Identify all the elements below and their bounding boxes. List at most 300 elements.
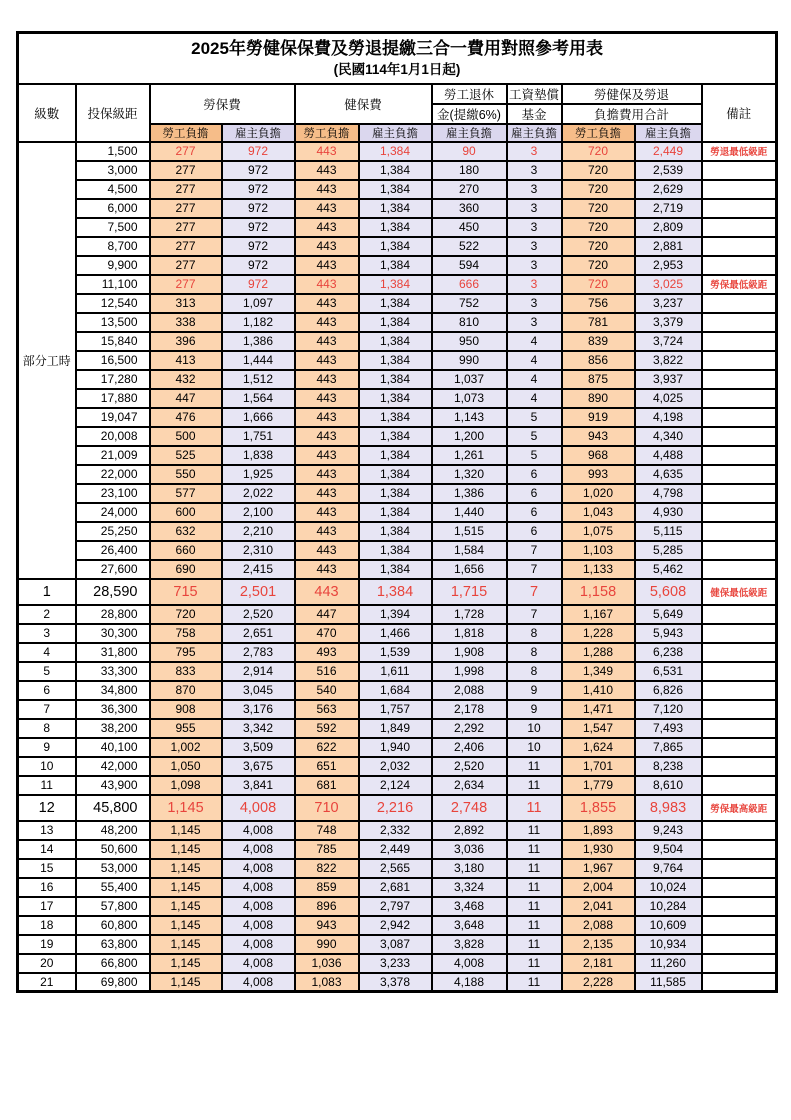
cell-bracket: 16,500 [76,351,150,370]
cell-health-employer: 1,849 [359,719,432,738]
cell-level: 2 [18,605,76,624]
cell-labor-employer: 4,008 [222,821,295,840]
cell-labor-employer: 3,045 [222,681,295,700]
cell-note [702,541,777,560]
cell-health-employer: 1,384 [359,218,432,237]
cell-bracket: 12,540 [76,294,150,313]
cell-pension-employer: 1,818 [432,624,507,643]
cell-level: 3 [18,624,76,643]
cell-total-employee: 1,547 [562,719,635,738]
cell-pension-employer: 180 [432,161,507,180]
cell-total-employer: 9,764 [635,859,702,878]
cell-labor-employee: 277 [150,275,222,294]
cell-bracket: 8,700 [76,237,150,256]
cell-wagefund-employer: 11 [507,878,562,897]
col-header-pension-line2: 金(提繳6%) [432,104,507,124]
cell-labor-employee: 277 [150,180,222,199]
cell-wagefund-employer: 11 [507,821,562,840]
cell-health-employee: 443 [295,218,359,237]
cell-labor-employer: 972 [222,256,295,275]
cell-health-employee: 443 [295,541,359,560]
cell-health-employer: 1,384 [359,446,432,465]
cell-pension-employer: 2,088 [432,681,507,700]
table-row [18,142,777,161]
cell-wagefund-employer: 8 [507,662,562,681]
cell-bracket: 24,000 [76,503,150,522]
cell-labor-employee: 476 [150,408,222,427]
cell-labor-employee: 1,098 [150,776,222,795]
cell-labor-employee: 720 [150,605,222,624]
cell-total-employer: 5,115 [635,522,702,541]
cell-labor-employee: 447 [150,389,222,408]
cell-total-employee: 720 [562,180,635,199]
cell-labor-employer: 972 [222,199,295,218]
cell-pension-employer: 1,200 [432,427,507,446]
cell-wagefund-employer: 8 [507,624,562,643]
cell-health-employer: 2,449 [359,840,432,859]
cell-total-employer: 2,629 [635,180,702,199]
cell-labor-employee: 758 [150,624,222,643]
cell-total-employer: 4,340 [635,427,702,446]
cell-note [702,427,777,446]
cell-total-employee: 1,133 [562,560,635,579]
cell-note [702,605,777,624]
cell-health-employer: 2,032 [359,757,432,776]
cell-level: 10 [18,757,76,776]
cell-level: 7 [18,700,76,719]
cell-bracket: 1,500 [76,142,150,161]
cell-pension-employer: 2,178 [432,700,507,719]
cell-health-employer: 1,384 [359,503,432,522]
cell-total-employer: 3,379 [635,313,702,332]
cell-total-employee: 2,228 [562,973,635,992]
cell-labor-employer: 4,008 [222,840,295,859]
table-row [18,370,777,389]
cell-note [702,935,777,954]
cell-health-employer: 1,384 [359,579,432,605]
cell-wagefund-employer: 11 [507,757,562,776]
cell-bracket: 23,100 [76,484,150,503]
cell-total-employer: 8,238 [635,757,702,776]
cell-bracket: 66,800 [76,954,150,973]
header-row-1 [18,84,777,104]
cell-labor-employee: 577 [150,484,222,503]
cell-total-employee: 875 [562,370,635,389]
cell-pension-employer: 450 [432,218,507,237]
cell-total-employee: 1,349 [562,662,635,681]
cell-health-employee: 443 [295,199,359,218]
cell-wagefund-employer: 5 [507,446,562,465]
cell-note [702,719,777,738]
cell-bracket: 36,300 [76,700,150,719]
cell-labor-employee: 955 [150,719,222,738]
cell-health-employer: 2,332 [359,821,432,840]
cell-health-employer: 2,681 [359,878,432,897]
cell-bracket: 13,500 [76,313,150,332]
cell-labor-employer: 972 [222,142,295,161]
cell-total-employer: 2,449 [635,142,702,161]
cell-wagefund-employer: 7 [507,605,562,624]
cell-bracket: 7,500 [76,218,150,237]
cell-bracket: 34,800 [76,681,150,700]
cell-wagefund-employer: 4 [507,351,562,370]
cell-total-employee: 1,158 [562,579,635,605]
cell-labor-employer: 1,182 [222,313,295,332]
cell-total-employee: 1,167 [562,605,635,624]
cell-health-employer: 2,124 [359,776,432,795]
cell-pension-employer: 90 [432,142,507,161]
cell-total-employee: 1,043 [562,503,635,522]
cell-total-employer: 6,531 [635,662,702,681]
cell-labor-employer: 972 [222,275,295,294]
cell-health-employer: 1,384 [359,237,432,256]
cell-labor-employee: 1,145 [150,973,222,992]
subheader-pension-employer: 雇主負擔 [432,124,507,142]
cell-note [702,199,777,218]
cell-health-employer: 1,384 [359,294,432,313]
cell-health-employer: 1,384 [359,389,432,408]
cell-note: 健保最低級距 [702,579,777,605]
table-row [18,389,777,408]
cell-note [702,700,777,719]
cell-health-employee: 443 [295,275,359,294]
cell-labor-employer: 2,651 [222,624,295,643]
cell-total-employee: 1,930 [562,840,635,859]
col-header-bracket: 投保級距 [76,84,150,142]
cell-bracket: 33,300 [76,662,150,681]
table-row [18,560,777,579]
cell-bracket: 15,840 [76,332,150,351]
cell-bracket: 53,000 [76,859,150,878]
cell-labor-employee: 1,145 [150,795,222,821]
cell-total-employer: 5,943 [635,624,702,643]
cell-note [702,821,777,840]
cell-labor-employer: 3,342 [222,719,295,738]
cell-health-employee: 443 [295,484,359,503]
cell-pension-employer: 666 [432,275,507,294]
cell-note [702,389,777,408]
cell-health-employer: 1,384 [359,465,432,484]
table-row [18,738,777,757]
cell-pension-employer: 3,828 [432,935,507,954]
cell-wagefund-employer: 10 [507,738,562,757]
cell-health-employee: 748 [295,821,359,840]
cell-total-employer: 11,585 [635,973,702,992]
cell-total-employer: 4,798 [635,484,702,503]
cell-pension-employer: 270 [432,180,507,199]
cell-bracket: 48,200 [76,821,150,840]
table-row [18,218,777,237]
cell-note [702,973,777,992]
cell-pension-employer: 360 [432,199,507,218]
cell-total-employee: 856 [562,351,635,370]
cell-pension-employer: 2,634 [432,776,507,795]
cell-labor-employer: 2,783 [222,643,295,662]
table-row [18,795,777,821]
cell-health-employer: 1,384 [359,142,432,161]
cell-health-employee: 443 [295,351,359,370]
cell-wagefund-employer: 3 [507,199,562,218]
table-row [18,503,777,522]
cell-wagefund-employer: 5 [507,408,562,427]
cell-level: 21 [18,973,76,992]
cell-total-employee: 1,967 [562,859,635,878]
cell-health-employee: 443 [295,579,359,605]
cell-bracket: 4,500 [76,180,150,199]
cell-level: 11 [18,776,76,795]
cell-total-employer: 9,504 [635,840,702,859]
subheader-health-employer: 雇主負擔 [359,124,432,142]
cell-wagefund-employer: 11 [507,954,562,973]
cell-total-employee: 720 [562,275,635,294]
cell-level: 18 [18,916,76,935]
cell-total-employer: 5,649 [635,605,702,624]
cell-health-employee: 443 [295,427,359,446]
cell-labor-employee: 500 [150,427,222,446]
col-header-labor-insurance: 勞保費 [150,84,295,124]
table-row [18,484,777,503]
table-row [18,579,777,605]
cell-health-employer: 1,684 [359,681,432,700]
cell-wagefund-employer: 11 [507,840,562,859]
cell-labor-employee: 277 [150,237,222,256]
cell-pension-employer: 1,515 [432,522,507,541]
cell-wagefund-employer: 3 [507,275,562,294]
table-body [18,142,777,992]
cell-level: 13 [18,821,76,840]
table-row [18,237,777,256]
cell-total-employee: 720 [562,199,635,218]
cell-labor-employer: 3,841 [222,776,295,795]
cell-total-employer: 5,608 [635,579,702,605]
cell-bracket: 43,900 [76,776,150,795]
cell-pension-employer: 3,036 [432,840,507,859]
table-row [18,180,777,199]
cell-labor-employee: 1,145 [150,897,222,916]
cell-pension-employer: 752 [432,294,507,313]
cell-total-employee: 943 [562,427,635,446]
cell-health-employee: 443 [295,142,359,161]
cell-wagefund-employer: 3 [507,180,562,199]
cell-level: 20 [18,954,76,973]
cell-health-employer: 1,384 [359,332,432,351]
cell-labor-employer: 1,925 [222,465,295,484]
cell-labor-employer: 972 [222,161,295,180]
cell-health-employer: 1,384 [359,427,432,446]
table-row [18,351,777,370]
cell-labor-employee: 690 [150,560,222,579]
cell-total-employer: 11,260 [635,954,702,973]
table-row [18,427,777,446]
cell-labor-employee: 795 [150,643,222,662]
cell-total-employer: 6,238 [635,643,702,662]
cell-pension-employer: 1,728 [432,605,507,624]
cell-labor-employer: 1,838 [222,446,295,465]
cell-labor-employer: 1,564 [222,389,295,408]
col-header-health-insurance: 健保費 [295,84,432,124]
cell-wagefund-employer: 11 [507,935,562,954]
cell-health-employee: 516 [295,662,359,681]
cell-total-employee: 968 [562,446,635,465]
cell-health-employer: 1,539 [359,643,432,662]
page-subtitle: (民國114年1月1日起) [333,61,461,77]
cell-note: 勞退最低級距 [702,142,777,161]
cell-note: 勞保最低級距 [702,275,777,294]
cell-bracket: 22,000 [76,465,150,484]
cell-health-employee: 443 [295,294,359,313]
cell-wagefund-employer: 4 [507,370,562,389]
cell-wagefund-employer: 5 [507,427,562,446]
cell-wagefund-employer: 8 [507,643,562,662]
cell-total-employer: 3,937 [635,370,702,389]
cell-total-employee: 1,020 [562,484,635,503]
cell-health-employee: 443 [295,332,359,351]
col-header-pension-line1: 勞工退休 [432,84,507,104]
cell-health-employer: 3,087 [359,935,432,954]
cell-total-employer: 4,635 [635,465,702,484]
cell-total-employer: 2,809 [635,218,702,237]
cell-total-employee: 919 [562,408,635,427]
cell-labor-employer: 4,008 [222,954,295,973]
cell-total-employer: 2,953 [635,256,702,275]
cell-total-employee: 890 [562,389,635,408]
premium-reference-table [16,31,778,993]
cell-bracket: 42,000 [76,757,150,776]
table-row [18,294,777,313]
cell-pension-employer: 3,180 [432,859,507,878]
cell-health-employee: 443 [295,256,359,275]
cell-total-employer: 10,024 [635,878,702,897]
title-cell [18,33,777,84]
cell-labor-employer: 4,008 [222,916,295,935]
col-header-total-line2: 負擔費用合計 [562,104,702,124]
subheader-total-employee: 勞工負擔 [562,124,635,142]
cell-labor-employee: 870 [150,681,222,700]
cell-labor-employee: 1,145 [150,916,222,935]
cell-total-employee: 1,779 [562,776,635,795]
cell-health-employee: 1,083 [295,973,359,992]
cell-bracket: 31,800 [76,643,150,662]
cell-total-employer: 4,930 [635,503,702,522]
cell-note [702,465,777,484]
cell-bracket: 28,800 [76,605,150,624]
cell-health-employer: 1,384 [359,408,432,427]
cell-health-employer: 1,384 [359,370,432,389]
cell-wagefund-employer: 3 [507,256,562,275]
cell-total-employee: 1,103 [562,541,635,560]
cell-note [702,218,777,237]
cell-note [702,180,777,199]
cell-labor-employer: 972 [222,218,295,237]
cell-labor-employee: 277 [150,218,222,237]
cell-pension-employer: 4,008 [432,954,507,973]
cell-total-employee: 720 [562,142,635,161]
cell-health-employer: 1,384 [359,256,432,275]
cell-level: 9 [18,738,76,757]
cell-level: 19 [18,935,76,954]
cell-labor-employee: 715 [150,579,222,605]
table-row [18,662,777,681]
cell-level: 17 [18,897,76,916]
cell-health-employee: 651 [295,757,359,776]
cell-health-employer: 2,565 [359,859,432,878]
cell-labor-employee: 1,050 [150,757,222,776]
cell-total-employer: 2,881 [635,237,702,256]
table-row [18,973,777,992]
cell-total-employee: 720 [562,237,635,256]
cell-bracket: 25,250 [76,522,150,541]
cell-wagefund-employer: 3 [507,218,562,237]
cell-note [702,351,777,370]
cell-total-employee: 720 [562,218,635,237]
cell-pension-employer: 1,584 [432,541,507,560]
cell-labor-employee: 525 [150,446,222,465]
table-row [18,954,777,973]
table-row [18,897,777,916]
table-row [18,332,777,351]
cell-total-employer: 8,610 [635,776,702,795]
cell-bracket: 57,800 [76,897,150,916]
cell-labor-employee: 550 [150,465,222,484]
cell-bracket: 63,800 [76,935,150,954]
cell-health-employee: 470 [295,624,359,643]
cell-health-employer: 3,378 [359,973,432,992]
cell-note [702,624,777,643]
cell-wagefund-employer: 3 [507,313,562,332]
cell-health-employer: 2,942 [359,916,432,935]
cell-total-employer: 7,493 [635,719,702,738]
col-header-wagefund-line1: 工資墊償 [507,84,562,104]
cell-health-employer: 1,384 [359,161,432,180]
cell-wagefund-employer: 3 [507,294,562,313]
cell-total-employer: 7,120 [635,700,702,719]
table-row [18,719,777,738]
part-time-group-cell: 部分工時 [18,142,76,579]
cell-total-employer: 4,025 [635,389,702,408]
cell-wagefund-employer: 11 [507,859,562,878]
cell-labor-employee: 1,145 [150,821,222,840]
cell-labor-employee: 396 [150,332,222,351]
cell-bracket: 60,800 [76,916,150,935]
cell-labor-employee: 1,145 [150,859,222,878]
cell-health-employee: 540 [295,681,359,700]
cell-bracket: 11,100 [76,275,150,294]
title-row [18,33,777,84]
cell-health-employer: 2,797 [359,897,432,916]
cell-wagefund-employer: 3 [507,142,562,161]
cell-health-employee: 859 [295,878,359,897]
cell-pension-employer: 810 [432,313,507,332]
cell-health-employer: 1,757 [359,700,432,719]
cell-wagefund-employer: 11 [507,897,562,916]
col-header-note: 備註 [702,84,777,142]
cell-health-employee: 681 [295,776,359,795]
cell-labor-employee: 908 [150,700,222,719]
cell-level: 8 [18,719,76,738]
cell-note [702,954,777,973]
cell-pension-employer: 594 [432,256,507,275]
cell-health-employee: 785 [295,840,359,859]
cell-health-employee: 563 [295,700,359,719]
cell-pension-employer: 1,037 [432,370,507,389]
cell-health-employer: 1,394 [359,605,432,624]
cell-wagefund-employer: 3 [507,237,562,256]
cell-labor-employer: 4,008 [222,878,295,897]
cell-bracket: 9,900 [76,256,150,275]
cell-health-employee: 443 [295,161,359,180]
cell-labor-employer: 2,914 [222,662,295,681]
cell-total-employee: 1,075 [562,522,635,541]
